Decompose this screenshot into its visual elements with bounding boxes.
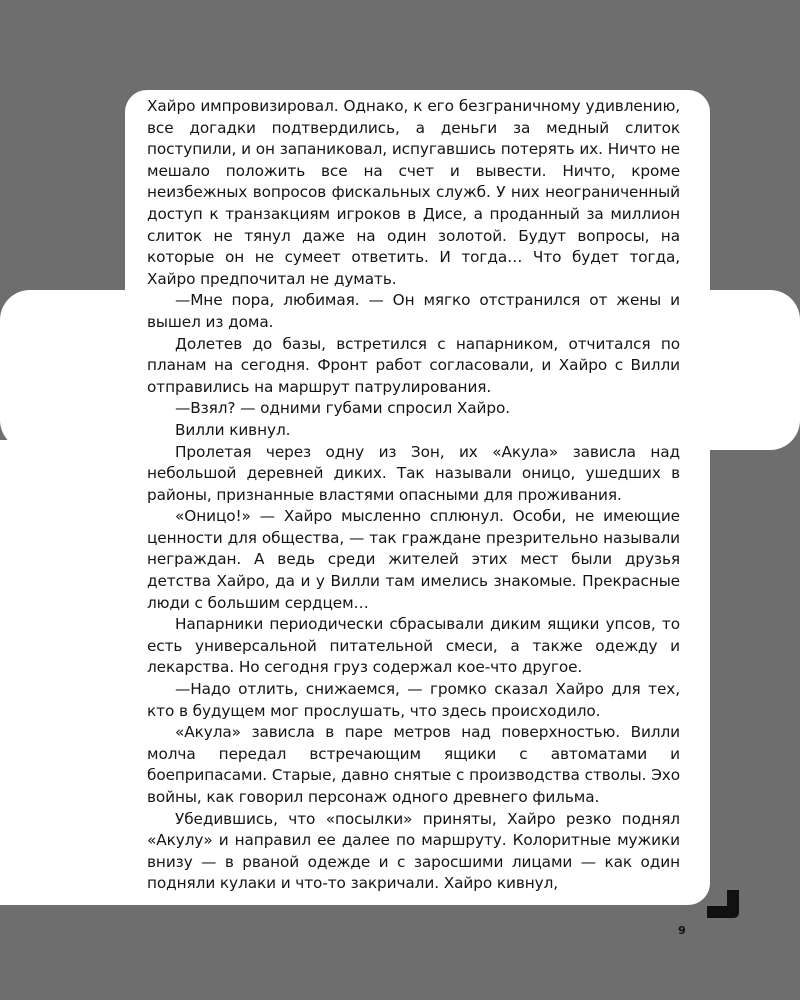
paragraph: Вилли кивнул. (175, 420, 291, 439)
corner-bracket-icon (707, 890, 739, 918)
bottom-gray-strip (0, 905, 800, 1000)
paragraph: Хайро импровизировал. Однако, к его безграничному удивлению, все догадки подтвердились, а деньги за медный слиток поступили, и он запаниковал, испугавшись потерять их. Ничто не мешало положить все на счет и вывести. Ничто, кроме неизбежных вопросов фискальных служб. У них неограниченный доступ к транзакциям игроков в Дисе, а проданный за миллион слиток не тянул даже на один золотой. Будут вопросы, на которые он не сумеет ответить. И тогда… Что будет тогда, Хайро предпочитал не думать. (147, 97, 680, 288)
paragraph: «Оницо!» — Хайро мысленно сплюнул. Особи, не имеющие ценности для общества, — так граждане презрительно называли неграждан. А ведь среди жителей этих мест были друзья детства Хайро, да и у Вилли там имелись знакомые. Прекрасные люди с большим сердцем… (147, 507, 680, 612)
paragraph: Пролетая через одну из Зон, их «Акула» зависла над небольшой деревней диких. Так называли оницо, ушедших в районы, признанные властями опасными для проживания. (147, 442, 680, 504)
page-number: 9 (678, 924, 686, 937)
paragraph: Долетев до базы, встретился с напарником, отчитался по планам на сегодня. Фронт работ согласовали, и Хайро с Вилли отправились на маршрут патрулирования. (147, 334, 680, 396)
paragraph: —Надо отлить, снижаемся, — громко сказал Хайро для тех, кто в будущем мог прослушать, что здесь происходило. (147, 680, 680, 720)
paragraph: Убедившись, что «посылки» приняты, Хайро резко поднял «Акулу» и направил ее далее по маршруту. Колоритные мужики внизу — в рваной одежде и с заросшими лицами — как один подняли кулаки и что-то закричали. Хайро кивнул, (147, 809, 680, 893)
body-text (147, 96, 680, 895)
paragraph: —Мне пора, любимая. — Он мягко отстранился от жены и вышел из дома. (147, 291, 680, 331)
paragraph: «Акула» зависла в паре метров над поверхностью. Вилли молча передал встречающим ящики с автоматами и боеприпасами. Старые, давно снятые с производства стволы. Эхо войны, как говорил персонаж одного древнего фильма. (147, 723, 680, 806)
paragraph: —Взял? — одними губами спросил Хайро. (175, 399, 511, 418)
paragraph: Напарники периодически сбрасывали диким ящики упсов, то есть универсальной питательной смеси, а также одежду и лекарства. Но сегодня груз содержал кое-что другое. (147, 615, 680, 677)
